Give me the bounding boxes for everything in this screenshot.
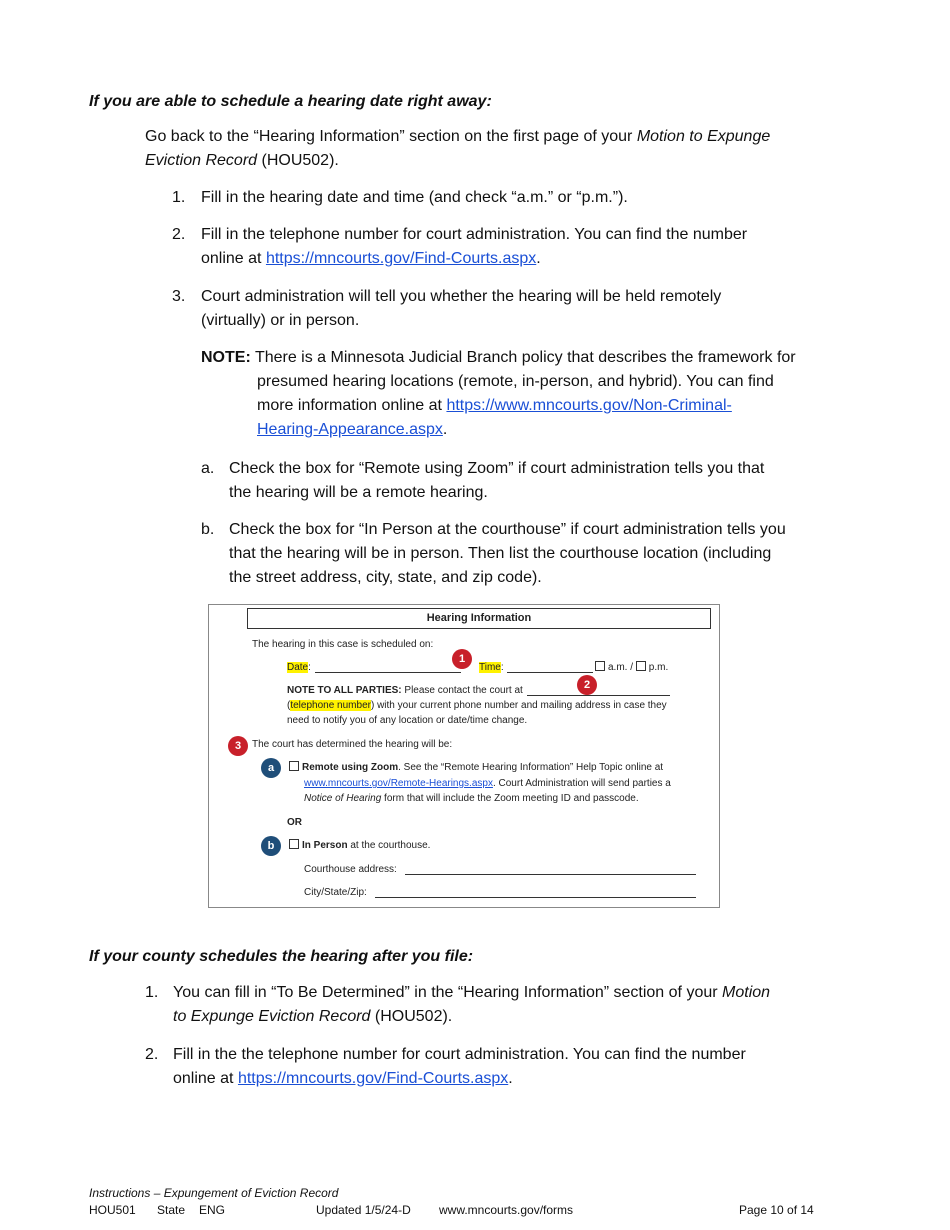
city-state-zip-line (375, 897, 696, 898)
remote-option-line2: www.mncourts.gov/Remote-Hearings.aspx. Court Administration will send parties a (304, 778, 671, 789)
courthouse-address-label: Courthouse address: (304, 864, 397, 875)
ampm-checkboxes: a.m. / p.m. (595, 661, 668, 675)
intro-paragraph: Go back to the “Hearing Information” section on the first page of your Motion to Expunge Eviction Record (HOU502). (145, 128, 771, 169)
form-time-row: Time: (479, 662, 504, 673)
pm-checkbox-icon (636, 661, 646, 671)
footer-site: www.mncourts.gov/forms (439, 1203, 574, 1217)
time-line (507, 672, 593, 673)
telephone-label: telephone number (290, 700, 371, 711)
form-note-line1: NOTE TO ALL PARTIES: Please contact the court at (287, 685, 523, 696)
remote-checkbox-icon (289, 761, 299, 771)
form-title: Hearing Information (247, 608, 711, 629)
courthouse-address-line (405, 874, 696, 875)
form-determined-text: The court has determined the hearing will be: (252, 739, 453, 750)
form-date-row: Date: (287, 662, 311, 673)
remote-option-line1: Remote using Zoom. See the “Remote Hearing Information” Help Topic online at (289, 761, 663, 775)
section-heading-schedule-after: If your county schedules the hearing after you file: (89, 948, 474, 965)
badge-b: b (261, 836, 281, 856)
court-phone-line (527, 695, 670, 696)
date-line (315, 672, 461, 673)
badge-a: a (261, 758, 281, 778)
city-state-zip-label: City/State/Zip: (304, 887, 367, 898)
policy-note: NOTE: There is a Minnesota Judicial Branch policy that describes the framework for presumed hearing locations (remote, in-person, and hybrid). You can find more information online at https://www.mncourts.gov/Non-Criminal- Hearing-Appearance.aspx. (201, 349, 796, 438)
badge-2: 2 (577, 675, 597, 695)
non-criminal-hearing-link-cont[interactable]: Hearing-Appearance.aspx (257, 421, 443, 438)
non-criminal-hearing-link[interactable]: https://www.mncourts.gov/Non-Criminal- (446, 397, 732, 414)
footer-updated: Updated 1/5/24-D (316, 1203, 411, 1217)
form-scheduled-text: The hearing in this case is scheduled on: (252, 639, 434, 650)
footer-page: Page 10 of 14 (739, 1203, 814, 1217)
footer-lang: ENG (199, 1203, 226, 1217)
inperson-checkbox-icon (289, 839, 299, 849)
footer-title: Instructions – Expungement of Eviction Record (89, 1186, 339, 1200)
or-text: OR (287, 817, 302, 828)
remote-option-line3: Notice of Hearing form that will include the Zoom meeting ID and passcode. (304, 793, 639, 804)
find-courts-link[interactable]: https://mncourts.gov/Find-Courts.aspx (265, 250, 537, 267)
form-note-line2: (telephone number) with your current phone number and mailing address in case they (287, 700, 667, 711)
am-checkbox-icon (595, 661, 605, 671)
hearing-information-form-image (208, 604, 720, 908)
remote-hearings-link[interactable]: www.mncourts.gov/Remote-Hearings.aspx (304, 778, 493, 789)
footer-state: State (157, 1203, 186, 1217)
form-note-line3: need to notify you of any location or date/time change. (287, 715, 528, 726)
find-courts-link-2[interactable]: https://mncourts.gov/Find-Courts.aspx (237, 1070, 509, 1087)
inperson-option: In Person at the courthouse. (289, 839, 430, 853)
section-heading-schedule-now: If you are able to schedule a hearing date right away: (89, 93, 492, 110)
footer-code: HOU501 (89, 1203, 136, 1217)
badge-3: 3 (228, 736, 248, 756)
date-label: Date (287, 662, 309, 673)
time-label: Time (479, 662, 501, 673)
badge-1: 1 (452, 649, 472, 669)
